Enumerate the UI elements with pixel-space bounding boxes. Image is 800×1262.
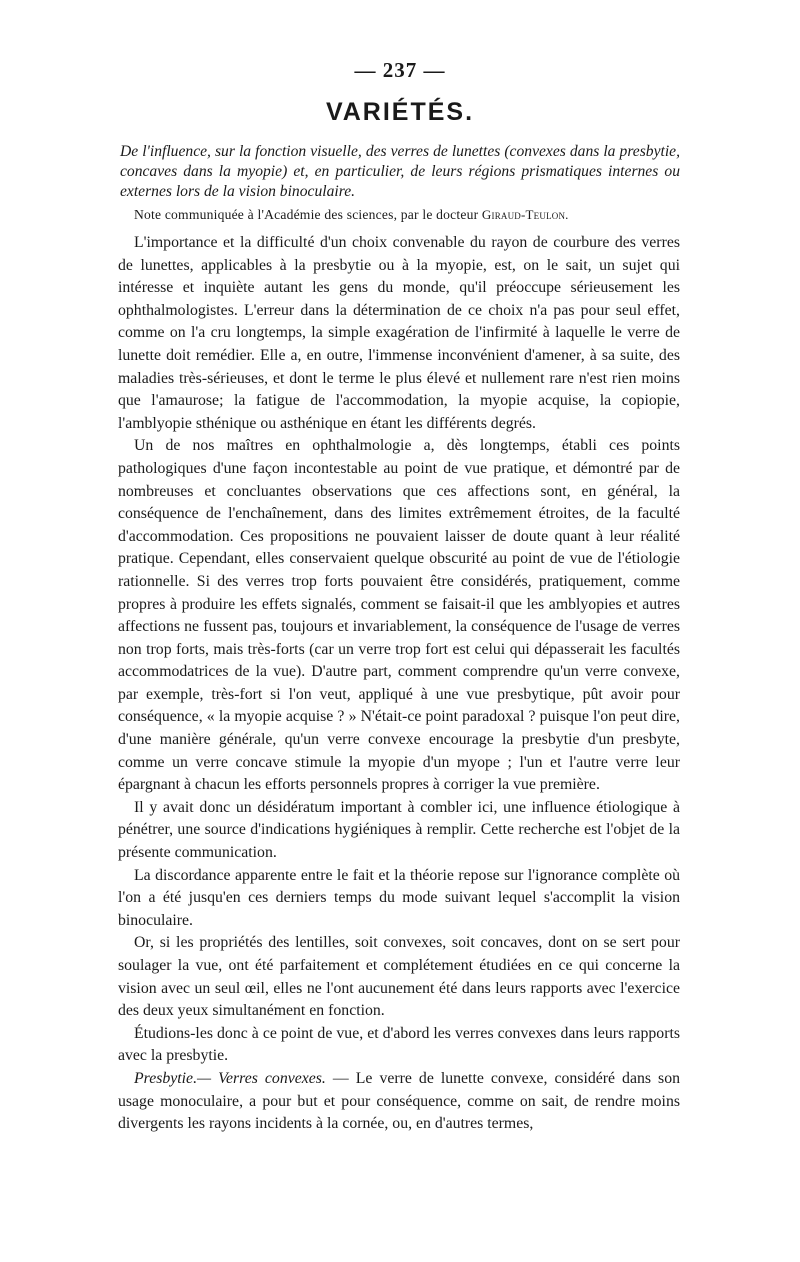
- article-subtitle: De l'influence, sur la fonction visuelle, des verres de lunettes (convexes dans la presbytie, concaves dans la myopie) et, en particulier, de leurs régions prismatiques internes ou externes lors de la vision binoculaire.: [120, 143, 680, 200]
- body-paragraph: Un de nos maîtres en ophthalmologie a, dès longtemps, établi ces points pathologiques d'une façon incontestable au point de vue pratique, et démontré par de nombreuses et concluantes observations que ces affections sont, en général, la conséquence de l'enchaînement, dans des limites extrêmement étroites, de la faculté d'accommodation. Ces propositions ne pouvaient laisser de doute quant à leur réalité pratique. Cependant, elles conservaient quelque obscurité au point de vue de l'étiologie rationnelle. Si des verres trop forts pouvaient être considérés, pratiquement, comme propres à produire les effets signalés, comment se faisait-il que les amblyopies et autres affections ne fussent pas, toujours et invariablement, la conséquence de l'usage de verres non trop forts, mais très-forts (car un verre trop fort est celui qui dépasserait les facultés accommodatrices de la vue). D'autre part, comment comprendre qu'un verre convexe, par exemple, très-fort si l'on veut, appliqué à une vue presbytique, pût avoir pour conséquence, « la myopie acquise ? » N'était-ce point paradoxal ? puisque l'on peut dire, d'une manière générale, qu'un verre convexe encourage la presbytie d'un presbyte, comme un verre concave stimule la myopie d'un myope ; l'un et l'autre verre leur épargnant à chacun les efforts personnels propres à corriger la vue première.: [118, 437, 680, 794]
- article-body: [118, 232, 680, 1136]
- body-paragraph: Or, si les propriétés des lentilles, soit convexes, soit concaves, dont on se sert pour soulager la vue, ont été parfaitement et complétement étudiées en ce qui concerne la vision avec un seul œil, elles ne l'ont aucunement été dans leurs rapports avec l'exercice des deux yeux simultanément en fonction.: [118, 934, 680, 1020]
- communication-note: [134, 206, 680, 224]
- body-paragraph: La discordance apparente entre le fait et la théorie repose sur l'ignorance complète où l'on a été jusqu'en ces derniers temps du mode suivant lequel s'accomplit la vision binoculaire.: [118, 866, 680, 929]
- page-number: — 237 —: [354, 58, 446, 82]
- body-paragraph: L'importance et la difficulté d'un choix convenable du rayon de courbure des verres de lunettes, applicables à la presbytie ou à la myopie, est, on le sait, un sujet qui intéresse et inquiète autant les gens du monde, qu'il préoccupe sérieusement les ophthalmologistes. L'erreur dans la détermination de ce choix n'a pas pour seul effet, comme on l'a cru longtemps, la simple exagération de l'infirmité à laquelle le verre de lunette doit remédier. Elle a, en outre, l'immense inconvénient d'amener, à sa suite, des maladies très-sérieuses, et dont le terme le plus élevé et nullement rare n'est rien moins que l'amaurose; la fatigue de l'accommodation, la myopie acquise, la copiopie, l'amblyopie sthénique ou asthénique en étant les différents degrés.: [118, 234, 680, 432]
- body-paragraph: Étudions-les donc à ce point de vue, et d'abord les verres convexes dans leurs rapports avec la presbytie.: [118, 1024, 680, 1065]
- body-paragraph: Il y avait donc un désidératum important à combler ici, une influence étiologique à pénétrer, une source d'indications hygiéniques à remplir. Cette recherche est l'objet de la présente communication.: [118, 798, 680, 862]
- body-paragraph-last: [118, 1068, 680, 1136]
- note-text: Note communiquée à l'Académie des sciences, par le docteur: [134, 207, 482, 222]
- paragraph-lead: Presbytie.— Verres convexes.: [134, 1069, 326, 1087]
- note-author: Giraud-Teulon.: [481, 207, 569, 222]
- section-heading: VARIÉTÉS.: [325, 98, 475, 126]
- paragraph-text: — Le verre de lunette convexe, considéré dans son usage monoculaire, a pour but et pour conséquence, comme on sait, de rendre moins divergents les rayons incidents à la cornée, ou, en d'autres termes,: [118, 1069, 680, 1133]
